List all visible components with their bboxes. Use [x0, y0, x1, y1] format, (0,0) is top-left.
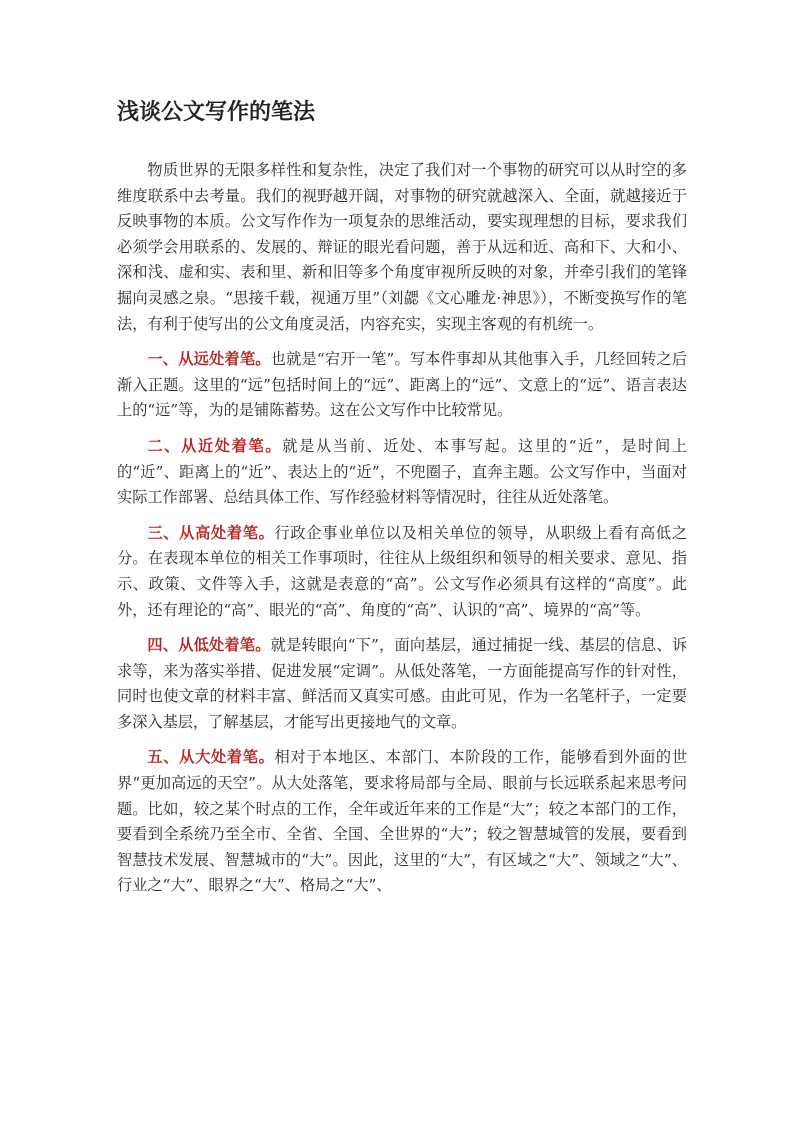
section-paragraph-4: [117, 633, 687, 735]
section-heading-4: 四、从低处着笔。: [147, 636, 271, 655]
section-text-4: 就是转眼向“下”，面向基层，通过捕捉一线、基层的信息、诉求等，来为落实举措、促进发展“定调”。从低处落笔，一方面能提高写作的针对性，同时也使文章的材料丰富、鲜活而又真实可感。由此可见，作为一名笔杆子，一定要多深入基层，了解基层，才能写出更接地气的文章。: [117, 636, 688, 731]
document-title: 浅谈公文写作的笔法: [117, 100, 316, 125]
intro-paragraph: 物质世界的无限多样性和复杂性，决定了我们对一个事物的研究可以从时空的多维度联系中去考量。我们的视野越开阔，对事物的研究就越深入、全面，就越接近于反映事物的本质。公文写作作为一项复杂的思维活动，要实现理想的目标，要求我们必须学会用联系的、发展的、辩证的眼光看问题，善于从远和近、高和下、大和小、深和浅、虚和实、表和里、新和旧等多个角度审视所反映的对象，并牵引我们的笔锋掘向灵感之泉。“思接千载，视通万里”（刘勰《文心雕龙·神思》），不断变换写作的笔法，有利于使写出的公文角度灵活，内容充实，实现主客观的有机统一。: [117, 161, 687, 333]
section-text-3: 行政企事业单位以及相关单位的领导，从职级上看有高低之分。在表现本单位的相关工作事项时，往往从上级组织和领导的相关要求、意见、指示、政策、文件等入手，这就是表意的“高”。公文写作必须具有这样的“高度”。此外，还有理论的“高”、眼光的“高”、角度的“高”、认识的“高”、境界的“高”等。: [117, 523, 688, 619]
section-text-5: 相对于本地区、本部门、本阶段的工作，能够看到外面的世界“更加高远的天空”。从大处落笔，要求将局部与全局、眼前与长远联系起来思考问题。比如，较之某个时点的工作，全年或近年来的工作是“大”；较之本部门的工作，要看到全系统乃至全市、全省、全国、全世界的“大”；较之智慧城管的发展，要看到智慧技术发展、智慧城市的“大”。因此，这里的“大”，有区域之“大”、领域之“大”、行业之“大”、眼界之“大”、格局之“大”、: [117, 748, 688, 895]
section-heading-5: 五、从大处着笔。: [147, 748, 275, 767]
section-text-1: 也就是“宕开一笔”。写本件事却从其他事入手，几经回转之后渐入正题。这里的“远”包括时间上的“远”、距离上的“远”、文意上的“远”、语言表达上的“远”等，为的是铺陈蓄势。这在公文写作中比较常见。: [117, 350, 688, 420]
document-page: [117, 98, 687, 909]
section-paragraph-2: [117, 434, 687, 511]
section-paragraph-3: [117, 521, 687, 623]
section-paragraph-1: [117, 347, 687, 424]
section-heading-3: 三、从高处着笔。: [147, 523, 275, 542]
section-heading-1: 一、从远处着笔。: [147, 350, 271, 369]
section-text-2: 就是从当前、近处、本事写起。这里的“近”，是时间上的“近”、距离上的“近”、表达上的“近”，不兜圈子，直奔主题。公文写作中，当面对实际工作部署、总结具体工作、写作经验材料等情况时，往往从近处落笔。: [117, 436, 688, 507]
section-paragraph-5: [117, 745, 687, 899]
section-heading-2: 二、从近处着笔。: [147, 436, 283, 455]
